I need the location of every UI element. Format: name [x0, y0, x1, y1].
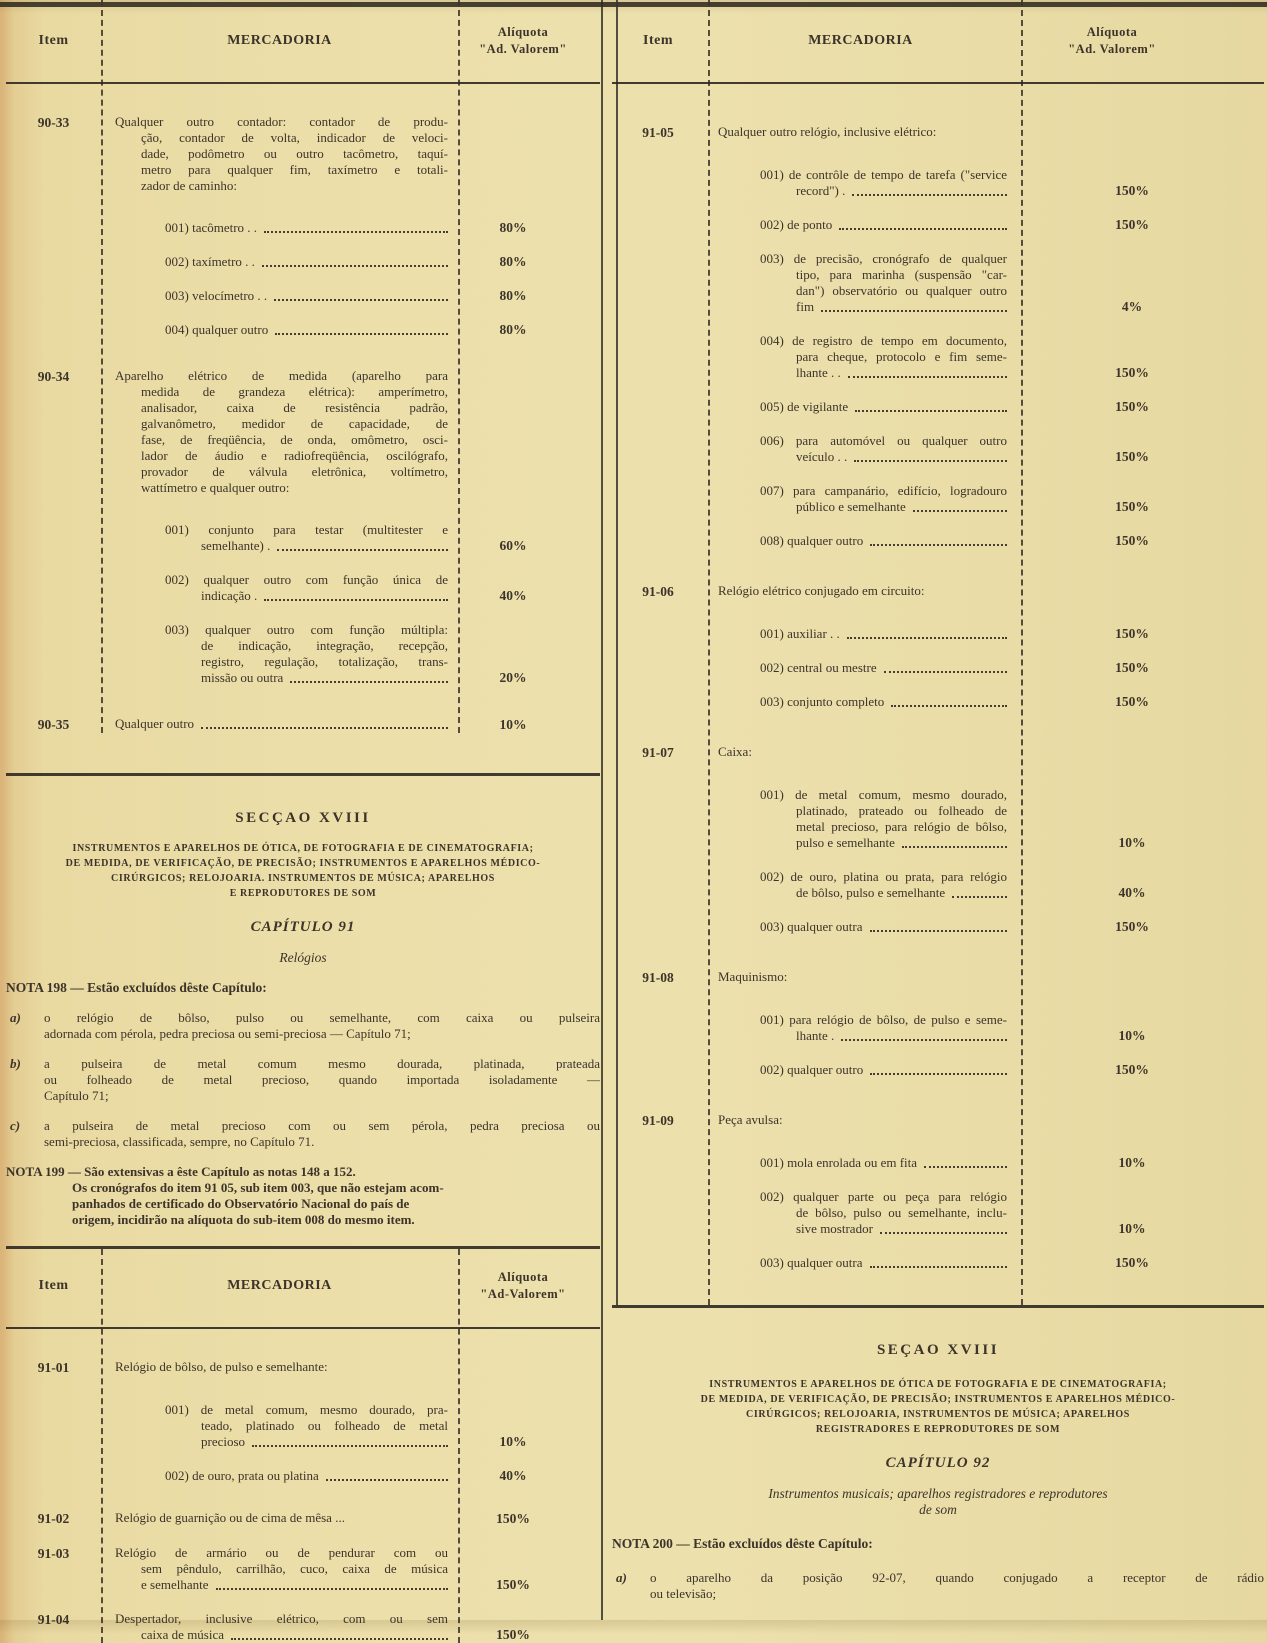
item-code: 91-09: [642, 1113, 674, 1128]
table-subrow: [6, 522, 600, 554]
item-code-empty: [612, 694, 704, 710]
header-mercadoria: MERCADORIA: [227, 33, 332, 48]
item-code: 90-35: [37, 717, 70, 732]
subitem-text: 001) mola enrolada ou em fita: [760, 1155, 1007, 1171]
subitem-text: 004) de registro de tempo em documento, para cheque, protocolo e fim seme- lhante . .: [760, 333, 1007, 380]
rate-value: 10%: [499, 717, 527, 732]
item-code-empty: [612, 626, 704, 642]
item-code-empty: [612, 251, 704, 315]
table-header: [6, 1249, 600, 1327]
column-separator-rule: [708, 0, 710, 1305]
item-code: 91-06: [642, 584, 674, 599]
chapter-title: CAPÍTULO 92: [885, 1455, 991, 1471]
subitem-text: 001) de contrôle de tempo de tarefa ("service record") .: [760, 167, 1007, 198]
table-subrow: [6, 322, 600, 338]
item-code-empty: [6, 288, 101, 304]
rate-value: [1017, 969, 1247, 986]
item-code: 91-02: [37, 1511, 70, 1526]
subitem-text: 003) conjunto completo: [760, 694, 1007, 710]
item-code: 91-01: [37, 1360, 70, 1375]
subitem-text: 008) qualquer outro: [760, 533, 1007, 549]
rate-value: 80%: [499, 288, 527, 303]
item-code-empty: [612, 167, 704, 199]
rate-value: 150%: [1115, 365, 1149, 380]
section-block: [6, 810, 600, 1228]
rate-value: 150%: [1115, 694, 1149, 709]
rate-value: 150%: [1115, 183, 1149, 198]
section-title: SECÇAO XVIII: [235, 810, 371, 826]
header-item: Item: [38, 33, 69, 48]
rate-value: 150%: [1115, 919, 1149, 934]
section-description: INSTRUMENTOS E APARELHOS DE ÓTICA DE FOTOGRAFIA E DE CINEMATOGRAFIA; DE MEDIDA, DE VERIFICAÇÃO, DE PRECISÃO; INSTRUMENTOS E APARELHOS MÉDICO- CIRÚRGICOS; RELOJOARIA, INSTRUMENTOS DE MÚSICA; APARELHOS REGISTRADORES E REPRODUTORES DE SOM: [700, 1379, 1176, 1435]
mercadoria-text: Qualquer outro: [115, 716, 448, 732]
rate-value: 10%: [499, 1434, 527, 1449]
item-code-empty: [6, 622, 101, 686]
rate-value: 150%: [1115, 533, 1149, 548]
subitem-text: 002) de ouro, prata ou platina: [165, 1468, 448, 1484]
rate-value: 150%: [1115, 499, 1149, 514]
item-code-empty: [612, 1012, 704, 1044]
subitem-text: 003) qualquer outra: [760, 919, 1007, 935]
header-underline-rule: [612, 82, 1264, 84]
nota-item-text: o aparelho da posição 92-07, quando conjugado a receptor de rádio ou televisão;: [650, 1570, 1264, 1601]
nota-item-text: a pulseira de metal comum mesmo dourada, platinada, prateada ou folheado de metal precioso, quando importada isoladamente — Capítulo 71;: [44, 1056, 600, 1103]
subitem-text: 003) qualquer outra: [760, 1255, 1007, 1271]
item-code-empty: [612, 1255, 704, 1271]
item-code: 91-04: [37, 1612, 70, 1627]
item-code-empty: [612, 483, 704, 515]
subitem-text: 007) para campanário, edifício, logradouro público e semelhante: [760, 483, 1007, 514]
rate-value: 150%: [1115, 626, 1149, 641]
column-separator-rule: [1021, 0, 1023, 1305]
mercadoria-text: Aparelho elétrico de medida (aparelho para medida de grandeza elétrica): amperímetro, analisador, caixa de resistência padrão, galvanômetro, medidor de capacidade, de fase, de freqüência, de onda, omômetro, osci- lador de áudio e radiofreqüência, oscilógrafo, provador de válvula eletrônica, voltímetro, wattímetro e qualquer outro:: [115, 368, 448, 495]
nota-200-heading: NOTA 200 — Estão excluídos dêste Capítulo:: [612, 1536, 873, 1551]
header-mercadoria: MERCADORIA: [808, 33, 913, 48]
nota-item-marker: a): [10, 1010, 21, 1025]
rate-value: 20%: [499, 670, 527, 685]
rate-value: 150%: [496, 1627, 530, 1642]
rate-value: 10%: [1118, 1028, 1146, 1043]
table-left-edge-rule: [616, 0, 618, 1305]
item-code-empty: [612, 433, 704, 465]
item-code-empty: [612, 533, 704, 549]
column-separator-rule: [101, 1249, 103, 1643]
subitem-text: 001) de metal comum, mesmo dourado, platinado, prateado ou folheado de metal precioso, para relógio de bôlso, pulso e semelhante: [760, 787, 1007, 850]
rate-value: 80%: [499, 220, 527, 235]
item-code-empty: [612, 869, 704, 901]
item-code-empty: [6, 254, 101, 270]
item-code-empty: [612, 333, 704, 381]
rate-value: 80%: [499, 254, 527, 269]
item-code: 91-05: [642, 125, 674, 140]
table-row: [6, 114, 600, 194]
header-aliquota: [458, 24, 588, 58]
column-separator-rule: [101, 0, 103, 733]
column-separator-rule: [458, 1249, 460, 1643]
rate-value: [1017, 124, 1247, 141]
item-code-empty: [6, 572, 101, 604]
table-subrow: [6, 220, 600, 236]
tariff-table-chapter-91-left: [6, 1249, 600, 1643]
rate-value: 4%: [1121, 299, 1143, 314]
column-separator-rule: [458, 0, 460, 733]
chapter-subtitle: Relógios: [279, 950, 327, 965]
header-item: Item: [38, 1278, 69, 1293]
subitem-text: 002) qualquer outro com função única de indicação .: [165, 572, 448, 603]
nota-item-a: [6, 1010, 600, 1042]
rate-value: 10%: [1118, 1155, 1146, 1170]
rate-value: 150%: [1115, 399, 1149, 414]
subitem-text: 006) para automóvel ou qualquer outro veículo . .: [760, 433, 1007, 464]
mercadoria-text: Despertador, inclusive elétrico, com ou sem caixa de música: [115, 1611, 448, 1642]
table-bottom-rule: [612, 1305, 1264, 1308]
nota-198-heading: NOTA 198 — Estão excluídos dêste Capítulo:: [6, 980, 267, 995]
mercadoria-text: Maquinismo:: [718, 969, 788, 984]
rate-value: [458, 368, 568, 496]
rate-value: 40%: [499, 1468, 527, 1483]
table-subrow: [6, 572, 600, 604]
rate-value: 150%: [1115, 217, 1149, 232]
item-code-empty: [6, 522, 101, 554]
mercadoria-text: Qualquer outro contador: contador de produ- ção, contador de volta, indicador de veloci- dade, podômetro ou outro tacômetro, taquí- metro para qualquer fim, taxímetro e totali- zador de caminho:: [115, 114, 448, 193]
item-code: 91-03: [37, 1546, 70, 1561]
rate-value: [1017, 744, 1247, 761]
nota-item-a: [612, 1570, 1264, 1602]
header-aliquota-line2: "Ad. Valorem": [479, 42, 567, 56]
mercadoria-text: Relógio de bôlso, de pulso e semelhante:: [115, 1359, 328, 1374]
table-subrow: [6, 622, 600, 686]
rate-value: 10%: [1118, 1221, 1146, 1236]
subitem-text: 002) central ou mestre: [760, 660, 1007, 676]
nota-item-marker: c): [10, 1118, 21, 1133]
rate-value: [458, 114, 568, 194]
nota-item-c: [6, 1118, 600, 1150]
rate-value: 60%: [499, 538, 527, 553]
section-block: [612, 1342, 1264, 1602]
table-header: [6, 4, 600, 82]
subitem-text: 003) de precisão, cronógrafo de qualquer tipo, para marinha (suspensão "car- dan") observatório ou qualquer outro fim: [760, 251, 1007, 314]
table-row: [6, 1510, 600, 1527]
rate-value: 150%: [1115, 1255, 1149, 1270]
subitem-text: 001) tacômetro . .: [165, 220, 448, 236]
header-aliquota-line1: Alíquota: [497, 25, 549, 39]
rate-value: 150%: [1115, 660, 1149, 675]
header-mercadoria: MERCADORIA: [227, 1278, 332, 1293]
subitem-text: 002) qualquer outro: [760, 1062, 1007, 1078]
item-code-empty: [612, 660, 704, 676]
nota-199: NOTA 199 — São extensivas a êste Capítulo as notas 148 a 152. Os cronógrafos do item 91 05, sub item 003, que não estejam acom- panhados de certificado do Observatório Nacional do país de origem, incidirão na alíquota do sub-item 008 do mesmo item.: [6, 1164, 444, 1227]
header-aliquota-line1: Alíquota: [497, 1270, 549, 1284]
table-row: [6, 716, 600, 733]
nota-item-text: a pulseira de metal precioso com ou sem pérola, pedra preciosa ou semi-preciosa, classificada, sempre, no Capítulo 71.: [44, 1118, 600, 1149]
table-subrow: [6, 1402, 600, 1450]
table-bottom-rule: [6, 773, 600, 776]
table-row: [6, 368, 600, 496]
chapter-title: CAPÍTULO 91: [250, 919, 356, 935]
header-underline-rule: [6, 1327, 600, 1329]
subitem-text: 001) auxiliar . .: [760, 626, 1007, 642]
subitem-text: 002) de ponto: [760, 217, 1007, 233]
rate-value: 80%: [499, 322, 527, 337]
subitem-text: 002) taxímetro . .: [165, 254, 448, 270]
subitem-text: 002) qualquer parte ou peça para relógio de bôlso, pulso ou semelhante, inclu- sive mostrador: [760, 1189, 1007, 1236]
item-code-empty: [612, 787, 704, 851]
item-code: 91-08: [642, 970, 674, 985]
subitem-text: 001) de metal comum, mesmo dourado, pra- teado, platinado ou folheado de metal precioso: [165, 1402, 448, 1449]
item-code: 90-34: [37, 369, 70, 384]
item-code-empty: [6, 322, 101, 338]
subitem-text: 002) de ouro, platina ou prata, para relógio de bôlso, pulso e semelhante: [760, 869, 1007, 900]
nota-item-marker: a): [616, 1570, 627, 1585]
mercadoria-text: Relógio de guarnição ou de cima de mêsa ...: [115, 1510, 345, 1525]
section-description: INSTRUMENTOS E APARELHOS DE ÓTICA, DE FOTOGRAFIA E DE CINEMATOGRAFIA; DE MEDIDA, DE VERIFICAÇÃO, DE PRECISÃO; INSTRUMENTOS E APARELHOS MÉDICO- CIRÚRGICOS; RELOJOARIA. INSTRUMENTOS DE MÚSICA; APARELHOS E REPRODUTORES DE SOM: [65, 843, 541, 899]
chapter-subtitle: Instrumentos musicais; aparelhos registradores e reprodutores de som: [768, 1486, 1108, 1517]
item-code: 90-33: [37, 115, 70, 130]
table-row: [6, 1611, 600, 1643]
mercadoria-text: Peça avulsa:: [718, 1112, 783, 1127]
item-code-empty: [612, 1062, 704, 1078]
column-divider-rule: [601, 0, 603, 1620]
item-code-empty: [6, 220, 101, 236]
section-title: SEÇAO XVIII: [876, 1342, 1000, 1358]
mercadoria-text: Relógio elétrico conjugado em circuito:: [718, 583, 925, 598]
subitem-text: 001) conjunto para testar (multitester e semelhante) .: [165, 522, 448, 553]
rate-value: 40%: [499, 588, 527, 603]
item-code-empty: [6, 1402, 101, 1450]
item-code-empty: [6, 1468, 101, 1484]
subitem-text: 004) qualquer outro: [165, 322, 448, 338]
subitem-text: 005) de vigilante: [760, 399, 1007, 415]
table-row: [6, 1545, 600, 1593]
rate-value: 150%: [496, 1577, 530, 1592]
header-aliquota: [1017, 24, 1207, 58]
header-aliquota-line2: "Ad. Valorem": [1068, 42, 1156, 56]
mercadoria-text: Qualquer outro relógio, inclusive elétrico:: [718, 124, 937, 139]
nota-item-b: [6, 1056, 600, 1104]
table-subrow: [6, 1468, 600, 1484]
nota-item-text: o relógio de bôlso, pulso ou semelhante, com caixa ou pulseira adornada com pérola, pedra preciosa ou semi-preciosa — Capítulo 71;: [44, 1010, 600, 1041]
item-code-empty: [612, 217, 704, 233]
item-code: 91-07: [642, 745, 674, 760]
item-code-empty: [612, 1189, 704, 1237]
rate-value: 150%: [1115, 449, 1149, 464]
rate-value: [458, 1359, 568, 1376]
tariff-table-chapter-91-right: [612, 0, 1264, 1305]
mercadoria-text: Relógio de armário ou de pendurar com ou sem pêndulo, carrilhão, cuco, caixa de música e semelhante: [115, 1545, 448, 1592]
subitem-text: 003) qualquer outro com função múltipla: de indicação, integração, recepção, registro, regulação, totalização, trans- missão ou outra: [165, 622, 448, 685]
table-row: [6, 1359, 600, 1376]
item-code-empty: [612, 1155, 704, 1171]
rate-value: [1017, 583, 1247, 600]
right-column: [612, 0, 1264, 1602]
rate-value: 40%: [1118, 885, 1146, 900]
mercadoria-text: Caixa:: [718, 744, 752, 759]
subitem-text: 001) para relógio de bôlso, de pulso e seme- lhante .: [760, 1012, 1007, 1043]
header-underline-rule: [6, 82, 600, 84]
header-item: Item: [643, 33, 673, 48]
rate-value: [1017, 1112, 1247, 1129]
rate-value: 150%: [496, 1511, 530, 1526]
left-column: [6, 0, 600, 1643]
nota-item-marker: b): [10, 1056, 21, 1071]
item-code-empty: [612, 399, 704, 415]
item-code-empty: [612, 919, 704, 935]
subitem-text: 003) velocímetro . .: [165, 288, 448, 304]
header-aliquota: [458, 1269, 588, 1303]
rate-value: 10%: [1118, 835, 1146, 850]
table-subrow: [6, 288, 600, 304]
table-subrow: [6, 254, 600, 270]
tariff-table-chapter-90: [6, 0, 600, 733]
rate-value: 150%: [1115, 1062, 1149, 1077]
header-aliquota-line2: "Ad-Valorem": [480, 1287, 566, 1301]
header-aliquota-line1: Alíquota: [1086, 25, 1138, 39]
